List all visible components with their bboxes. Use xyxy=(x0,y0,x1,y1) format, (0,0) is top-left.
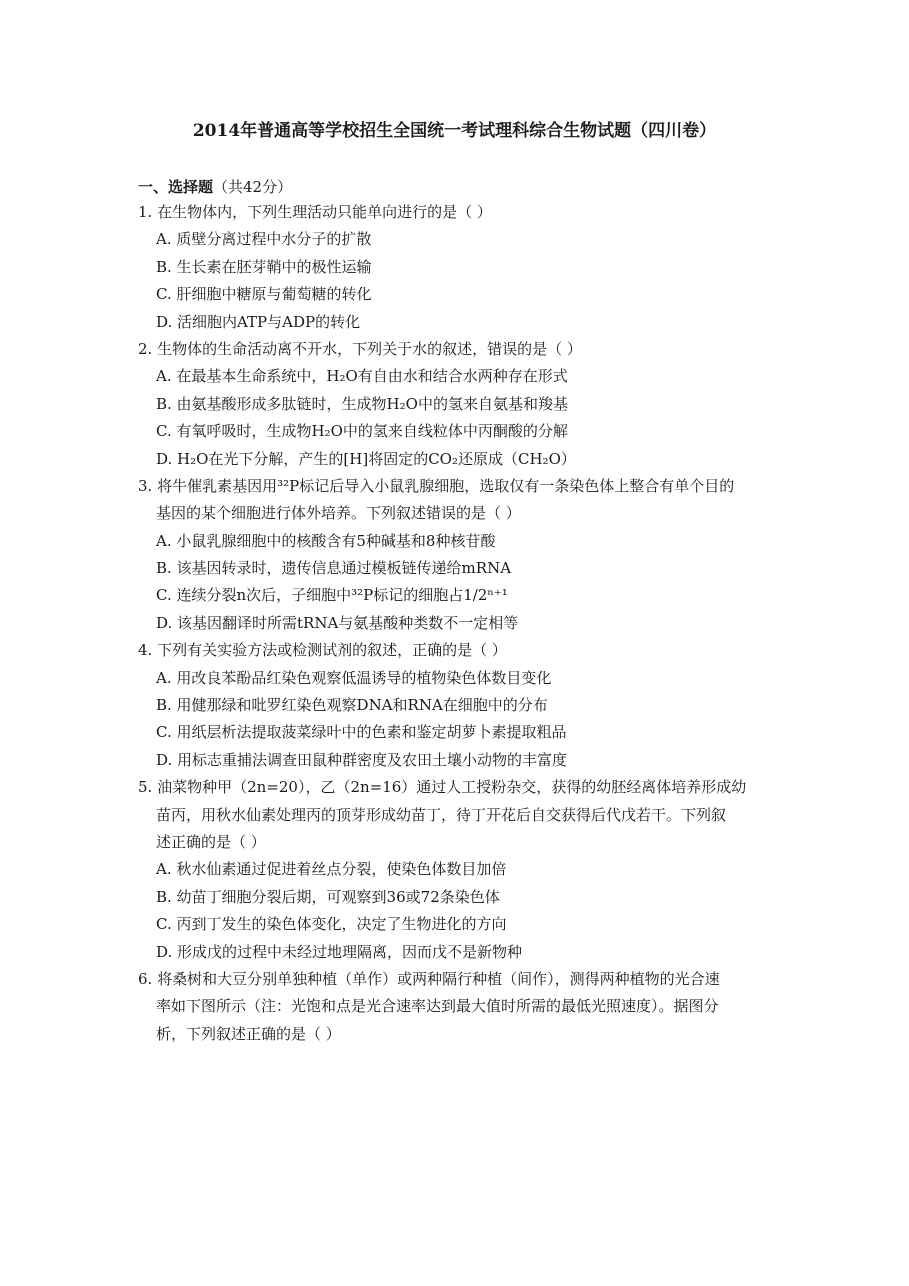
option-d: D. 用标志重捕法调查田鼠种群密度及农田土壤小动物的丰富度 xyxy=(156,750,568,769)
question-4 xyxy=(138,637,798,774)
question-stem: 1. 在生物体内，下列生理活动只能单向进行的是（ ） xyxy=(138,203,492,221)
question-5 xyxy=(138,774,798,966)
option-d: D. 形成戊的过程中未经过地理隔离，因而戊不是新物种 xyxy=(156,942,523,961)
question-stem-continued: 述正确的是（ ） xyxy=(156,832,266,851)
question-stem: 5. 油菜物种甲（2n=20），乙（2n=16）通过人工授粉杂交，获得的幼胚经离体培养形成幼 xyxy=(138,778,747,797)
option-b: B. 用健那绿和吡罗红染色观察DNA和RNA在细胞中的分布 xyxy=(156,696,548,715)
option-d: D. 活细胞内ATP与ADP的转化 xyxy=(156,312,361,331)
option-d: D. 该基因翻译时所需tRNA与氨基酸种类数不一定相等 xyxy=(156,613,519,632)
question-stem-continued: 率如下图所示（注：光饱和点是光合速率达到最大值时所需的最低光照速度）。据图分 xyxy=(156,997,719,1016)
question-stem: 6. 将桑树和大豆分别单独种植（单作）或两种隔行种植（间作），测得两种植物的光合速 xyxy=(138,969,720,988)
question-stem: 2. 生物体的生命活动离不开水，下列关于水的叙述，错误的是（ ） xyxy=(138,339,582,358)
question-stem: 4. 下列有关实验方法或检测试剂的叙述，正确的是（ ） xyxy=(138,641,507,660)
section-header xyxy=(138,176,292,198)
section-title: 一、选择题 xyxy=(138,178,214,196)
question-1 xyxy=(138,199,798,336)
option-d: D. H₂O在光下分解，产生的[H]将固定的CO₂还原成（CH₂O） xyxy=(156,449,576,468)
option-c: C. 肝细胞中糖原与葡萄糖的转化 xyxy=(156,285,372,304)
option-c: C. 有氧呼吸时，生成物H₂O中的氢来自线粒体中丙酮酸的分解 xyxy=(156,422,568,441)
question-stem: 3. 将牛催乳素基因用³²P标记后导入小鼠乳腺细胞，选取仅有一条染色体上整合有单个目的 xyxy=(138,476,735,495)
question-6 xyxy=(138,966,798,1048)
exam-title: 2014年普通高等学校招生全国统一考试理科综合生物试题（四川卷） xyxy=(192,121,717,141)
question-3 xyxy=(138,473,798,637)
question-2 xyxy=(138,336,798,473)
option-a: A. 用改良苯酚品红染色观察低温诱导的植物染色体数目变化 xyxy=(156,668,552,687)
option-a: A. 秋水仙素通过促进着丝点分裂，使染色体数目加倍 xyxy=(156,860,507,879)
option-b: B. 生长素在胚芽鞘中的极性运输 xyxy=(156,257,372,276)
option-b: B. 幼苗丁细胞分裂后期，可观察到36或72条染色体 xyxy=(156,887,500,906)
option-b: B. 由氨基酸形成多肽链时，生成物H₂O中的氢来自氨基和羧基 xyxy=(156,394,568,413)
option-c: C. 丙到丁发生的染色体变化，决定了生物进化的方向 xyxy=(156,915,507,934)
question-stem-continued: 基因的某个细胞进行体外培养。下列叙述错误的是（ ） xyxy=(156,504,521,523)
option-a: A. 在最基本生命系统中，H₂O有自由水和结合水两种存在形式 xyxy=(156,367,568,386)
option-a: A. 小鼠乳腺细胞中的核酸含有5种碱基和8种核苷酸 xyxy=(156,531,496,550)
question-stem-continued: 苗丙，用秋水仙素处理丙的顶芽形成幼苗丁，待丁开花后自交获得后代戊若干。下列叙 xyxy=(156,805,727,824)
option-c: C. 用纸层析法提取菠菜绿叶中的色素和鉴定胡萝卜素提取粗品 xyxy=(156,723,567,742)
question-list xyxy=(138,199,798,1048)
option-b: B. 该基因转录时，遗传信息通过模板链传递给mRNA xyxy=(156,559,512,578)
option-a: A. 质壁分离过程中水分子的扩散 xyxy=(156,230,372,249)
section-note: （共42分） xyxy=(213,178,293,196)
question-stem-continued: 析，下列叙述正确的是（ ） xyxy=(156,1024,341,1043)
option-c: C. 连续分裂n次后，子细胞中³²P标记的细胞占1/2ⁿ⁺¹ xyxy=(156,586,508,605)
